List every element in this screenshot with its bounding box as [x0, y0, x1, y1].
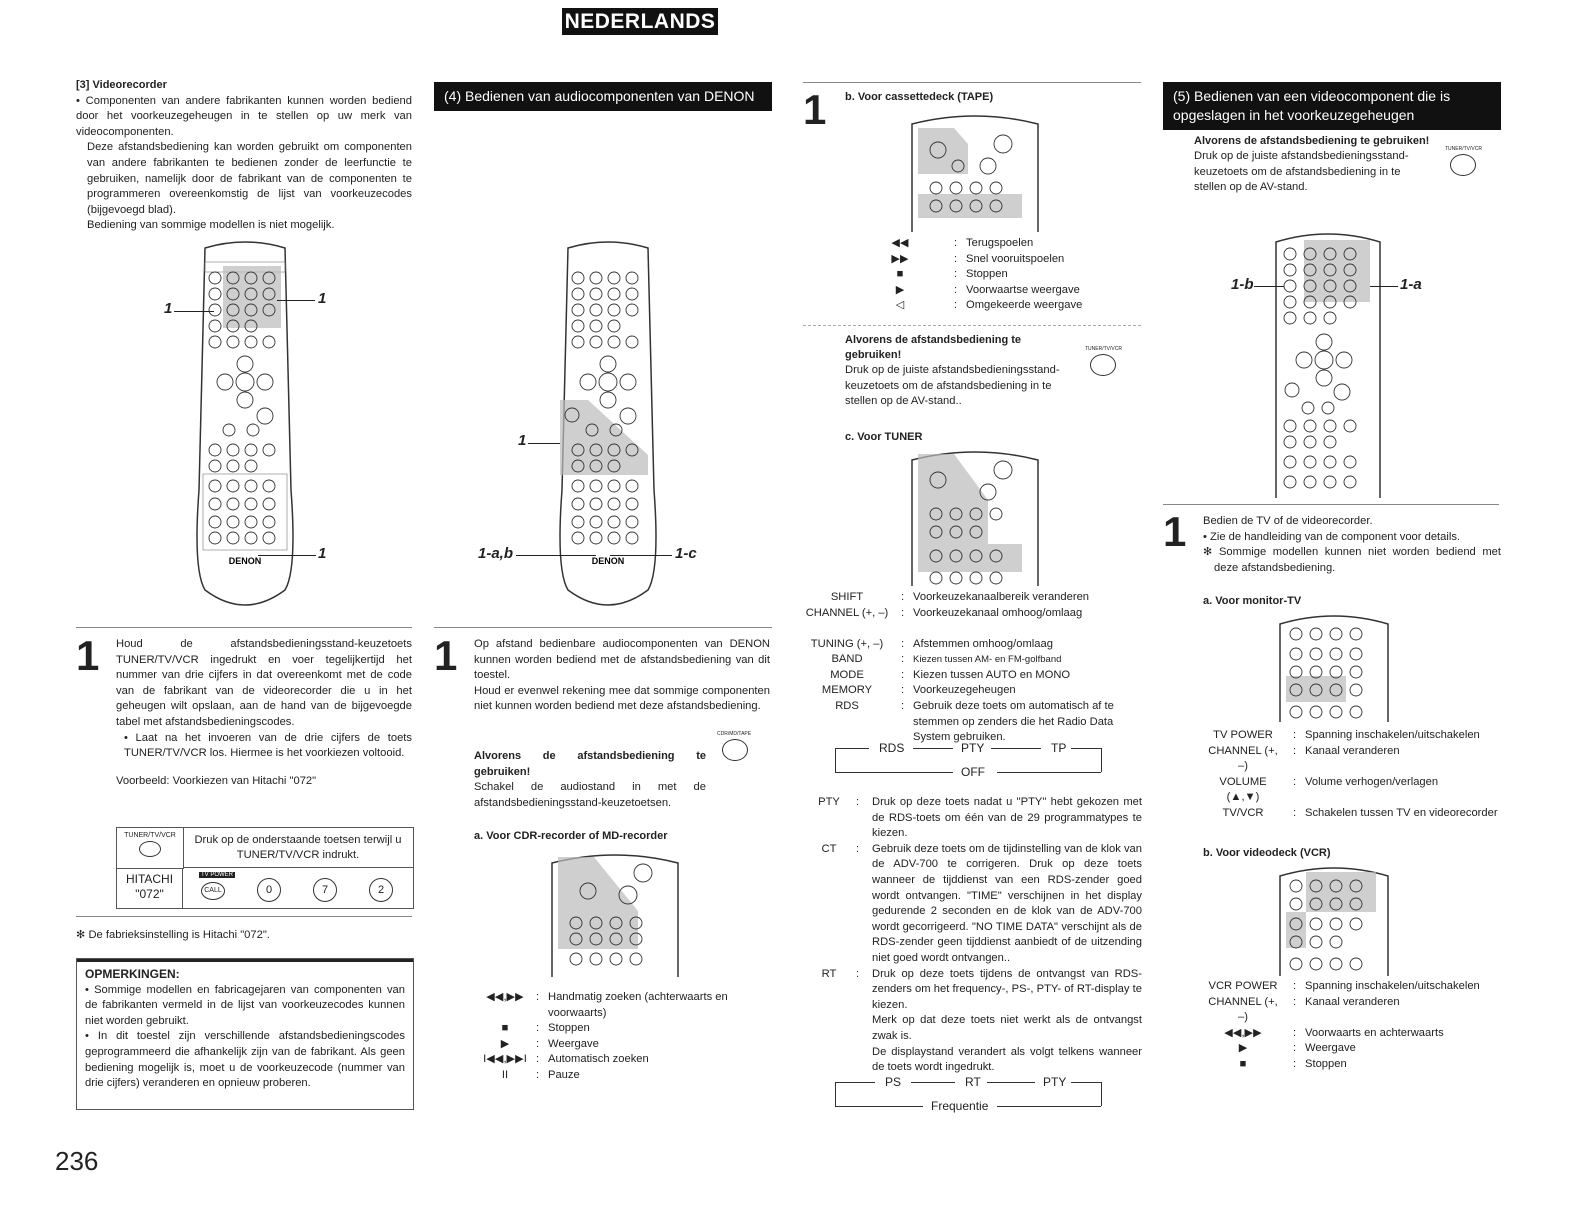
table-cell: [117, 828, 184, 869]
digit-key-icon: 2: [369, 878, 393, 902]
table-cell: ■: [896, 268, 904, 281]
flow-arrow: [835, 772, 953, 773]
table-row: ▶▶ : Snel vooruitspoelen: [880, 252, 1140, 268]
flow-line: [1101, 748, 1102, 772]
table-row: II : Pauze: [474, 1068, 772, 1084]
table-cell: SHIFT: [830, 591, 864, 603]
table-row: RT : Druk op deze toets tijdens de ontvangst van RDS-zenders om het frequency-, PS-, PTY- of RT-display te kiezen.: [812, 967, 1142, 1014]
step-text: Bedien de TV of de videorecorder.: [1203, 515, 1373, 527]
table-cell: ▶▶: [891, 252, 909, 265]
finger-press-icon: [1090, 354, 1116, 376]
key-table: [474, 990, 772, 1084]
table-row: ◀◀,▶▶ : Voorwaarts en achterwaarts: [1203, 1026, 1501, 1042]
callout-label: 1: [518, 432, 527, 449]
flow-arrow: [911, 1082, 955, 1083]
column-videorecorder: [76, 78, 412, 234]
table-cell: ◀◀: [891, 237, 909, 249]
table-row: ■ : Stoppen: [1203, 1057, 1501, 1073]
flow-arrow: [987, 1082, 1035, 1083]
step-block: [116, 637, 412, 789]
button-caption: TUNER/TV/VCR: [1445, 146, 1482, 152]
table-row: I◀◀,▶▶I : Automatisch zoeken: [474, 1052, 772, 1068]
divider: [803, 82, 1141, 83]
key-table: [803, 590, 1141, 746]
table-cell: Weergave: [1305, 1042, 1356, 1055]
table-cell: BAND: [831, 653, 863, 666]
table-cell: Voorkeuzegeheugen: [913, 684, 1016, 697]
table-cell: CT: [821, 842, 837, 855]
table-row: TV/VCR : Schakelen tussen TV en videorecorder: [1203, 806, 1501, 822]
table-cell: Afstemmen omhoog/omlaag: [913, 637, 1053, 650]
remote-detail-illustration: [908, 114, 1042, 232]
factory-note: ✻ De fabrieksinstelling is Hitachi "072".: [76, 929, 270, 941]
table-cell: I◀◀,▶▶I: [483, 1053, 527, 1066]
paragraph: • Componenten van andere fabrikanten kunnen worden bediend door het voorkeuzegeheugen in te stellen op uw merk van videocomponenten.: [76, 94, 412, 138]
table-row: CT : Gebruik deze toets om de tijdinstelling van de klok van de ADV-700 te corrigeren. Druk op deze toets wanneer de tijddienst van een RDS-zender goed wordt ontvangen. "TIME" verschijnen in het display gedurende 2 seconden en de klok van de ADV-700 wordt gecorrigeerd. "NO TIME DATA" verschijnt als de RDS-zender geen tijddienst aanbiedt of de uitzending niet goed wordt ontvangen..: [812, 842, 1142, 967]
remote-detail-illustration: [1276, 866, 1392, 976]
callout-label: 1: [318, 290, 327, 307]
table-cell: Stoppen: [548, 1022, 590, 1035]
table-row: ◀◀ : Terugspoelen: [880, 236, 1140, 252]
table-cell: Terugspoelen: [966, 237, 1034, 249]
table-cell: Omgekeerde weergave: [966, 299, 1083, 312]
table-cell: Druk op deze toets nadat u "PTY" hebt gekozen met de RDS-toets om één van de 29 programmatypes te kiezen.: [872, 796, 1142, 840]
flow-arrow: [1071, 1082, 1101, 1083]
step-block: [1203, 514, 1501, 576]
notes-title: OPMERKINGEN:: [85, 967, 180, 981]
divider: [1163, 504, 1499, 505]
flow-node: RDS: [879, 741, 905, 755]
table-cell: Pauze: [548, 1068, 580, 1081]
finger-press-icon: [722, 739, 748, 761]
flow-node: PTY: [961, 741, 985, 755]
leader-line: [174, 311, 214, 312]
step-text: Houd de afstandsbedieningsstand-keuzetoets TUNER/TV/VCR ingedrukt en voer tegelijkertijd het nummer van drie cijfers in dat overeenkomt met de code van de fabrikant van de videorecorder die u in het geheugen wilt opslaan, aan de hand van de bijgevoegde tabel met afstandsbedieningscodes.: [116, 638, 412, 728]
leader-line: [1370, 286, 1398, 287]
table-cell: CHANNEL (+, –): [1208, 995, 1278, 1024]
callout-label: 1-a,b: [478, 545, 514, 562]
step-block: [474, 637, 770, 715]
divider: [76, 627, 412, 628]
flow-node: Frequentie: [931, 1099, 989, 1113]
section-heading: [3] Videorecorder: [76, 79, 167, 91]
before-use-title: Alvorens de afstandsbediening te gebruiken!: [1194, 135, 1430, 147]
table-cell: ▶: [895, 283, 905, 296]
brand-name: HITACHI: [125, 872, 174, 886]
table-cell: ◀◀,▶▶: [1224, 1026, 1262, 1039]
remote-control-illustration: [185, 240, 305, 612]
step-text: Op afstand bedienbare audiocomponenten van DENON kunnen worden bediend met de afstandsbediening van dit toestel.: [474, 638, 770, 682]
table-row: ▶ : Weergave: [474, 1037, 772, 1053]
callout-label: 1-b: [1231, 276, 1254, 293]
before-use-text: Druk op de juiste afstandsbedieningsstand-keuzetoets om de afstandsbediening in te stellen op de AV-stand.: [1194, 150, 1409, 194]
section-bar: (5) Bedienen van een videocomponent die is opgeslagen in het voorkeuzegeheugen: [1163, 82, 1501, 130]
table-row: MEMORY : Voorkeuzegeheugen: [803, 683, 1141, 699]
callout-label: 1-a: [1400, 276, 1422, 293]
flow-node: PS: [885, 1075, 902, 1089]
table-cell: Stoppen: [966, 268, 1008, 281]
callout-label: 1: [164, 300, 173, 317]
before-use-block: [474, 748, 706, 811]
table-cell: Voorwaartse weergave: [966, 283, 1080, 296]
table-row: ▶ : Voorwaartse weergave: [880, 283, 1140, 299]
rds-flow-diagram: [835, 740, 1103, 779]
call-key-icon: CALL: [201, 882, 225, 900]
table-cell: Kiezen tussen AM- en FM-golfband: [913, 654, 1062, 666]
table-cell: ◁: [895, 299, 905, 312]
before-use-block: [1194, 134, 1430, 196]
table-row: MODE : Kiezen tussen AUTO en MONO: [803, 668, 1141, 684]
table-cell: CHANNEL (+, –): [1208, 744, 1278, 773]
subheading: b. Voor cassettedeck (TAPE): [845, 91, 994, 103]
instruction-cell: Druk op de onderstaande toetsen terwijl u TUNER/TV/VCR indrukt.: [183, 828, 413, 868]
table-row: ◀◀,▶▶ : Handmatig zoeken (achterwaarts en voorwaarts): [474, 990, 772, 1021]
leader-line: [528, 443, 560, 444]
notes-content: [85, 967, 405, 1092]
table-row: ■ : Stoppen: [880, 267, 1140, 283]
flow-arrow: [997, 772, 1101, 773]
subheading: c. Voor TUNER: [845, 431, 923, 443]
flow-node: PTY: [1043, 1075, 1067, 1089]
table-cell: De displaystand verandert als volgt telkens wanneer de toets wordt ingedrukt.: [872, 1045, 1142, 1074]
flow-node: OFF: [961, 765, 985, 779]
flow-line: [835, 1082, 836, 1106]
brand-cell: [117, 868, 183, 908]
example-text: Voorbeeld: Voorkiezen van Hitachi "072": [116, 774, 317, 787]
table-cell: Spanning inschakelen/uitschakelen: [1305, 729, 1480, 741]
before-use-title: Alvorens de afstandsbediening te gebruiken!: [474, 750, 706, 778]
example-table: [116, 827, 414, 909]
table-row: CHANNEL (+, –) : Kanaal veranderen: [1203, 995, 1501, 1026]
step-number: 1: [1163, 508, 1187, 555]
digit-key-icon: 7: [313, 878, 337, 902]
table-row: TUNING (+, –) : Afstemmen omhoog/omlaag: [803, 637, 1141, 653]
table-cell: Handmatig zoeken (achterwaarts en voorwaarts): [548, 991, 728, 1019]
note-item: • Sommige modellen en fabricagejaren van componenten van de fabrikanten vermeld in de lijst van voorkeuzecodes kunnen niet worden gebruikt.: [85, 983, 405, 1027]
flow-arrow: [835, 1106, 923, 1107]
leader-line: [1254, 286, 1284, 287]
step-number: 1: [803, 86, 827, 133]
table-cell: Volume verhogen/verlagen: [1305, 775, 1439, 788]
table-cell: TV/VCR: [1222, 806, 1264, 819]
button-icon: [139, 841, 161, 857]
table-cell: Snel vooruitspoelen: [966, 252, 1065, 265]
table-cell: CHANNEL (+, –): [805, 606, 889, 619]
table-row: TV POWER : Spanning inschakelen/uitschakelen: [1203, 728, 1501, 744]
language-banner: NEDERLANDS: [562, 8, 718, 35]
subheading: a. Voor monitor-TV: [1203, 595, 1302, 607]
button-label: TUNER/TV/VCR: [124, 832, 176, 839]
note-item: • In dit toestel zijn verschillende afstandsbedieningscodes geprogrammeerd die afhankelijk zijn van de fabrikant. Als geen bediening mogelijk is, moet u de voorkeuzecode (nummer van drie cijfers) veranderen en opnieuw proberen.: [85, 1030, 405, 1090]
before-use-text: Schakel de audiostand in met de afstandsbedieningsstand-keuzetoetsen.: [474, 781, 706, 809]
key-label: TV POWER: [201, 872, 234, 878]
table-row: CHANNEL (+, –) : Voorkeuzekanaal omhoog/omlaag: [803, 606, 1141, 637]
table-cell: II: [501, 1068, 509, 1081]
page-number: 236: [55, 1146, 99, 1176]
flow-line: [1101, 1082, 1102, 1106]
brand-code: "072": [135, 887, 164, 901]
paragraph: Deze afstandsbediening kan worden gebruikt om componenten van andere fabrikanten te bedienen zonder de leerfunctie te gebruiken, namelijk door de fabrikant van de componenten te programmeren overeenkomstig de lijst van voorkeuzecodes (bijgevoegd blad).: [87, 141, 412, 216]
key-table: [1203, 979, 1501, 1073]
subheading: a. Voor CDR-recorder of MD-recorder: [474, 830, 668, 842]
table-row: [812, 1013, 1142, 1044]
flow-arrow: [991, 748, 1041, 749]
table-cell: Voorkeuzekanaalbereik veranderen: [913, 591, 1090, 603]
table-cell: VCR POWER: [1208, 980, 1278, 992]
flow-arrow: [835, 1082, 875, 1083]
table-cell: Kiezen tussen AUTO en MONO: [913, 668, 1071, 681]
subheading: b. Voor videodeck (VCR): [1203, 847, 1331, 859]
key-table: [812, 795, 1142, 1076]
step-text: Houd er evenwel rekening mee dat sommige componenten niet kunnen worden bediend met deze afstandsbediening.: [474, 684, 770, 713]
section-bar: (4) Bedienen van audiocomponenten van DENON: [434, 82, 772, 111]
key-table: [1203, 728, 1501, 822]
divider: [76, 916, 412, 917]
table-cell: Spanning inschakelen/uitschakelen: [1305, 980, 1480, 992]
flow-arrow: [1071, 748, 1101, 749]
leader-line: [258, 555, 316, 556]
table-cell: ▶: [500, 1037, 510, 1050]
table-cell: RDS: [835, 699, 859, 712]
table-cell: TV POWER: [1213, 729, 1273, 741]
leader-line: [610, 555, 672, 556]
table-cell: TUNING (+, –): [810, 637, 884, 650]
before-use-block: [845, 333, 1067, 410]
table-row: ▶ : Weergave: [1203, 1041, 1501, 1057]
table-cell: MODE: [830, 668, 864, 681]
remote-detail-illustration: [548, 853, 682, 977]
before-use-text: Druk op de juiste afstandsbedieningsstand-keuzetoets om de afstandsbediening in te stellen op de AV-stand..: [845, 364, 1060, 408]
table-cell: Voorwaarts en achterwaarts: [1305, 1026, 1444, 1039]
rt-flow-diagram: [835, 1074, 1103, 1113]
table-cell: Gebruik deze toets om automatisch af te stemmen op zenders die het Radio Data System gebruiken.: [913, 699, 1114, 744]
table-cell: Gebruik deze toets om de tijdinstelling van de klok van de ADV-700 te corrigeren. Druk op deze toets wanneer de tijddienst van een RDS-zender goed wordt ontvangen. "TIME" verschijnen in het display gedurende 2 seconden en de klok van de ADV-700 wordt gecorrigeerd. "NO TIME DATA" verschijnt als de RDS-zender geen tijddienst aanbiedt of de uitzending niet goed wordt ontvangen..: [872, 842, 1142, 964]
table-row: ■ : Stoppen: [474, 1021, 772, 1037]
step-number: 1: [76, 632, 100, 679]
flow-node: RT: [965, 1075, 981, 1089]
before-use-title: Alvorens de afstandsbediening te gebruiken!: [845, 334, 1022, 361]
finger-press-icon: [1450, 154, 1476, 176]
callout-label: 1: [318, 545, 327, 562]
digit-key-icon: 0: [257, 878, 281, 902]
table-cell: MEMORY: [821, 684, 873, 697]
table-row: RDS : Gebruik deze toets om automatisch af te stemmen op zenders die het Radio Data System gebruiken.: [803, 699, 1141, 746]
remote-control-illustration: [1272, 232, 1384, 498]
divider: [434, 627, 772, 628]
flow-node: TP: [1051, 741, 1067, 755]
svg-text:DENON: DENON: [228, 556, 262, 566]
notes-box: [76, 958, 414, 1110]
divider: [803, 325, 1141, 326]
table-cell: Schakelen tussen TV en videorecorder: [1305, 806, 1498, 819]
table-cell: PTY: [818, 796, 840, 808]
box-top-bar: [77, 959, 413, 962]
leader-line: [516, 555, 596, 556]
table-cell: Weergave: [548, 1037, 599, 1050]
table-cell: Druk op deze toets tijdens de ontvangst van RDS-zenders om het frequency-, PS-, PTY- of RT-display te kiezen.: [872, 967, 1142, 1011]
key-table: [880, 236, 1140, 314]
table-row: BAND : Kiezen tussen AM- en FM-golfband: [803, 652, 1141, 668]
table-row: CHANNEL (+, –) : Kanaal veranderen: [1203, 744, 1501, 775]
table-cell: ■: [1239, 1057, 1247, 1070]
flow-line: [835, 748, 836, 772]
step-number: 1: [434, 632, 458, 679]
step-bullet: • Laat na het invoeren van de drie cijfers de toets TUNER/TV/VCR los. Hiermee is het voorkiezen voltooid.: [124, 731, 412, 760]
table-row: [812, 1045, 1142, 1076]
button-caption: CDR/MD/TAPE: [717, 731, 752, 737]
table-cell: Stoppen: [1305, 1057, 1347, 1070]
table-cell: Merk op dat deze toets niet werkt als de ontvangst zwak is.: [872, 1014, 1142, 1042]
table-cell: Kanaal veranderen: [1305, 995, 1400, 1008]
step-bullet: • Zie de handleiding van de component voor details.: [1203, 530, 1461, 543]
remote-control-illustration: [548, 240, 668, 612]
table-cell: Automatisch zoeken: [548, 1053, 649, 1066]
flow-arrow: [997, 1106, 1101, 1107]
table-cell: ◀◀,▶▶: [486, 991, 524, 1003]
table-row: ◁ : Omgekeerde weergave: [880, 298, 1140, 314]
table-cell: VOLUME (▲,▼): [1219, 775, 1267, 804]
paragraph: Bediening van sommige modellen is niet mogelijk.: [87, 219, 335, 232]
table-cell: ■: [501, 1022, 509, 1035]
flow-arrow: [913, 748, 953, 749]
table-row: VOLUME (▲,▼) : Volume verhogen/verlagen: [1203, 775, 1501, 806]
remote-detail-illustration: [1276, 614, 1392, 722]
step-bullet: ✻ Sommige modellen kunnen niet worden bediend met deze afstandsbediening.: [1203, 546, 1501, 574]
table-row: SHIFT : Voorkeuzekanaalbereik veranderen: [803, 590, 1141, 606]
table-cell: RT: [821, 967, 837, 980]
table-cell: ▶: [1238, 1042, 1248, 1055]
remote-detail-illustration: [908, 450, 1042, 586]
table-row: PTY : Druk op deze toets nadat u "PTY" hebt gekozen met de RDS-toets om één van de 29 programmatypes te kiezen.: [812, 795, 1142, 842]
table-cell: Voorkeuzekanaal omhoog/omlaag: [913, 606, 1083, 619]
table-row: VCR POWER : Spanning inschakelen/uitschakelen: [1203, 979, 1501, 995]
svg-text:DENON: DENON: [591, 556, 625, 566]
leader-line: [277, 300, 315, 301]
flow-arrow: [835, 748, 869, 749]
button-caption: TUNER/TV/VCR: [1085, 346, 1122, 352]
callout-label: 1-c: [675, 545, 697, 562]
table-cell: Kanaal veranderen: [1305, 744, 1400, 757]
